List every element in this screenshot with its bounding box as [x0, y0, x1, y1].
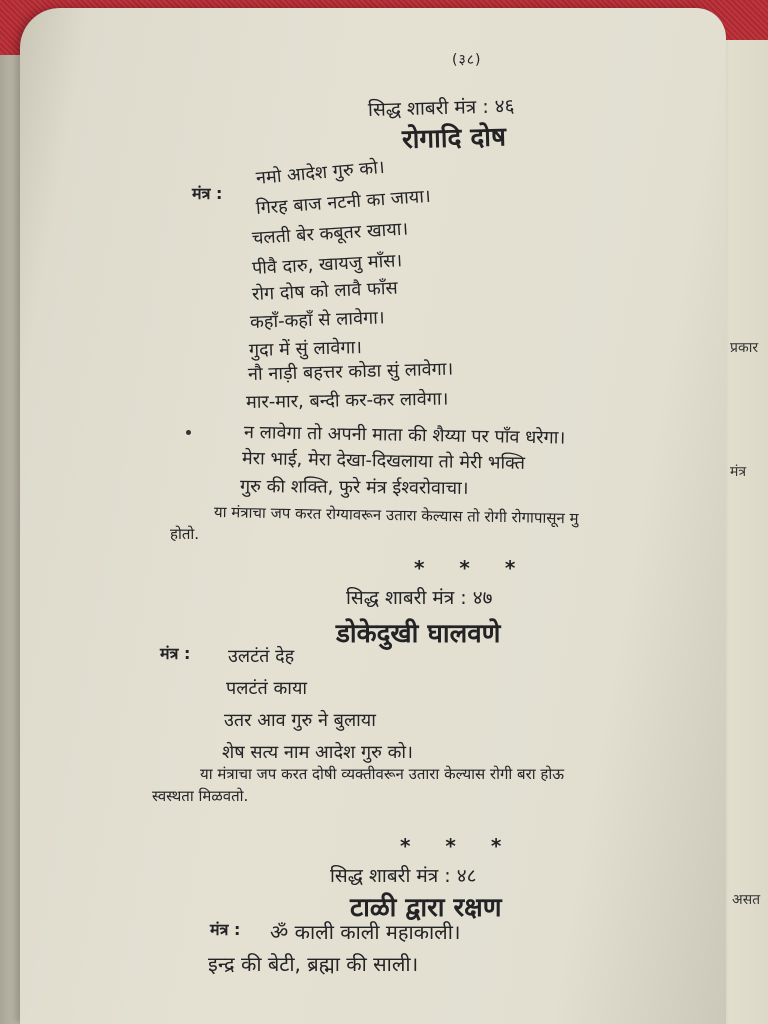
mantra-line: मेरा भाई, मेरा देखा-दिखलाया तो मेरी भक्ति — [241, 448, 526, 474]
mantra-line: गुरु की शक्ति, फुरे मंत्र ईश्वरोवाचा। — [239, 476, 469, 499]
mantra-line: मार-मार, बन्दी कर-कर लावेगा। — [245, 388, 449, 413]
right-page-fragment: प्रकार — [730, 340, 759, 356]
book-page — [20, 8, 726, 1024]
explanation-note: होतो. — [170, 525, 200, 543]
section-subtitle: सिद्ध शाबरी मंत्र : ४८ — [330, 865, 477, 887]
explanation-note: या मंत्राचा जप करत दोषी व्यक्तीवरून उतारा केल्यास रोगी बरा होऊ — [200, 765, 565, 783]
mantra-line: उलटंतं देह — [228, 646, 295, 667]
mantra-line: नौ नाड़ी बहत्तर कोडा सुं लावेगा। — [247, 358, 454, 385]
ink-dot — [186, 430, 191, 435]
section-subtitle: सिद्ध शाबरी मंत्र : ४७ — [346, 587, 493, 609]
mantra-line: कहाँ-कहाँ से लावेगा। — [249, 307, 385, 333]
mantra-line: पीवै दारु, खायजु माँस। — [251, 250, 403, 279]
section-divider: * * * — [414, 556, 530, 580]
mantra-line: उतर आव गुरु ने बुलाया — [224, 710, 376, 731]
mantra-line: पलटंतं काया — [226, 678, 308, 699]
explanation-note: स्वस्थता मिळवतो. — [152, 787, 249, 805]
right-page-fragment: असत — [732, 892, 761, 908]
mantra-line: न लावेगा तो अपनी माता की शैय्या पर पाँव धरेगा। — [243, 422, 566, 449]
mantra-line: शेष सत्य नाम आदेश गुरु को। — [222, 742, 413, 763]
mantra-label: मंत्र : — [160, 644, 191, 663]
section-title: टाळी द्वारा रक्षण — [350, 893, 502, 923]
mantra-line: गिरह बाज नटनी का जाया। — [255, 185, 432, 219]
mantra-label: मंत्र : — [192, 184, 223, 203]
explanation-note: या मंत्राचा जप करत रोग्यावरून उतारा केल्यास तो रोगी रोगापासून मु — [213, 503, 579, 528]
section-subtitle: सिद्ध शाबरी मंत्र : ४६ — [367, 95, 515, 121]
mantra-line: रोग दोष को लावै फाँस — [251, 277, 399, 305]
section-title: रोगादि दोष — [401, 122, 507, 155]
section-title: डोकेदुखी घालवणे — [336, 619, 501, 649]
mantra-line: इन्द्र की बेटी, ब्रह्मा की साली। — [208, 952, 419, 976]
right-page-fragment: मंत्र — [730, 464, 747, 480]
mantra-line: गुदा में सुं लावेगा। — [248, 337, 363, 361]
mantra-label: मंत्र : — [210, 920, 241, 939]
page-number: (३८) — [452, 52, 482, 68]
mantra-line: ॐ काली काली महाकाली। — [270, 920, 461, 944]
section-divider: * * * — [400, 834, 516, 858]
mantra-line: नमो आदेश गुरु को। — [255, 156, 386, 189]
mantra-line: चलती बेर कबूतर खाया। — [251, 218, 409, 249]
